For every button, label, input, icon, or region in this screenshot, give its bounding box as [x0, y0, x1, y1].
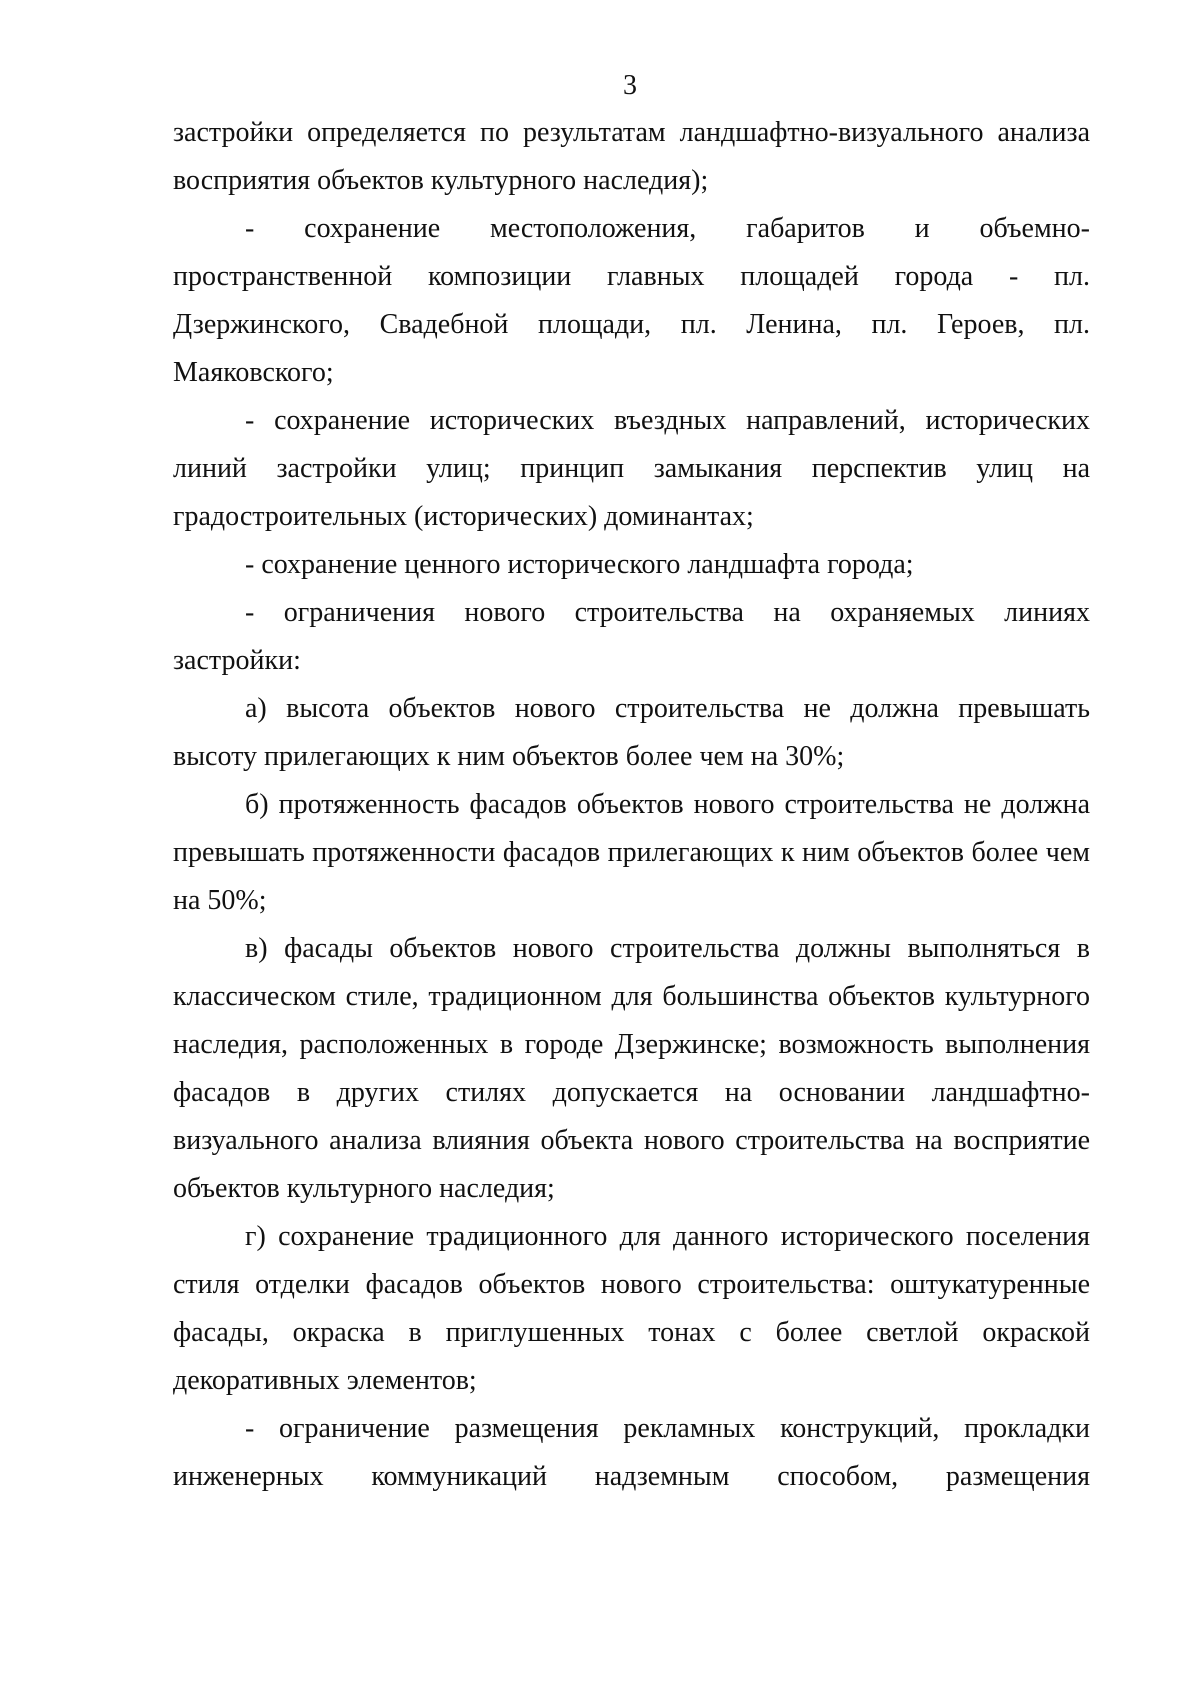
paragraph-item-a: а) высота объектов нового строительства не должна превышать высоту прилегающих к ним объектов более чем на 30%;	[173, 693, 1090, 772]
paragraph-continuation: застройки определяется по результатам ландшафтно-визуального анализа восприятия объектов культурного наследия);	[173, 117, 1090, 196]
paragraph-historic-directions: - сохранение исторических въездных направлений, исторических линий застройки улиц; принцип замыкания перспектив улиц на градостроительных (исторических) доминантах;	[173, 405, 1090, 532]
paragraph-item-g: г) сохранение традиционного для данного исторического поселения стиля отделки фасадов объектов нового строительства: оштукатуренные фасады, окраска в приглушенных тонах с более светлой окраской декоративных элементов;	[173, 1221, 1090, 1396]
paragraph-item-v: в) фасады объектов нового строительства должны выполняться в классическом стиле, традиционном для большинства объектов культурного наследия, расположенных в городе Дзержинске; возможность выполнения фасадов в других стилях допускается на основании ландшафтно-визуального анализа влияния объекта нового строительства на восприятие объектов культурного наследия;	[173, 933, 1090, 1204]
paragraph-advertising-limits: - ограничение размещения рекламных конструкций, прокладки инженерных коммуникаций надземным способом, размещения	[173, 1413, 1090, 1492]
paragraph-item-b: б) протяженность фасадов объектов нового строительства не должна превышать протяженности фасадов прилегающих к ним объектов более чем на 50%;	[173, 789, 1090, 916]
document-body	[173, 109, 1090, 1501]
paragraph-main-squares: - сохранение местоположения, габаритов и объемно-пространственной композиции главных площадей города - пл. Дзержинского, Свадебной площади, пл. Ленина, пл. Героев, пл. Маяковского;	[173, 213, 1090, 388]
paragraph-construction-limits: - ограничения нового строительства на охраняемых линиях застройки:	[173, 597, 1090, 676]
page-number: 3	[623, 70, 637, 101]
paragraph-landscape: - сохранение ценного исторического ландшафта города;	[245, 549, 914, 580]
